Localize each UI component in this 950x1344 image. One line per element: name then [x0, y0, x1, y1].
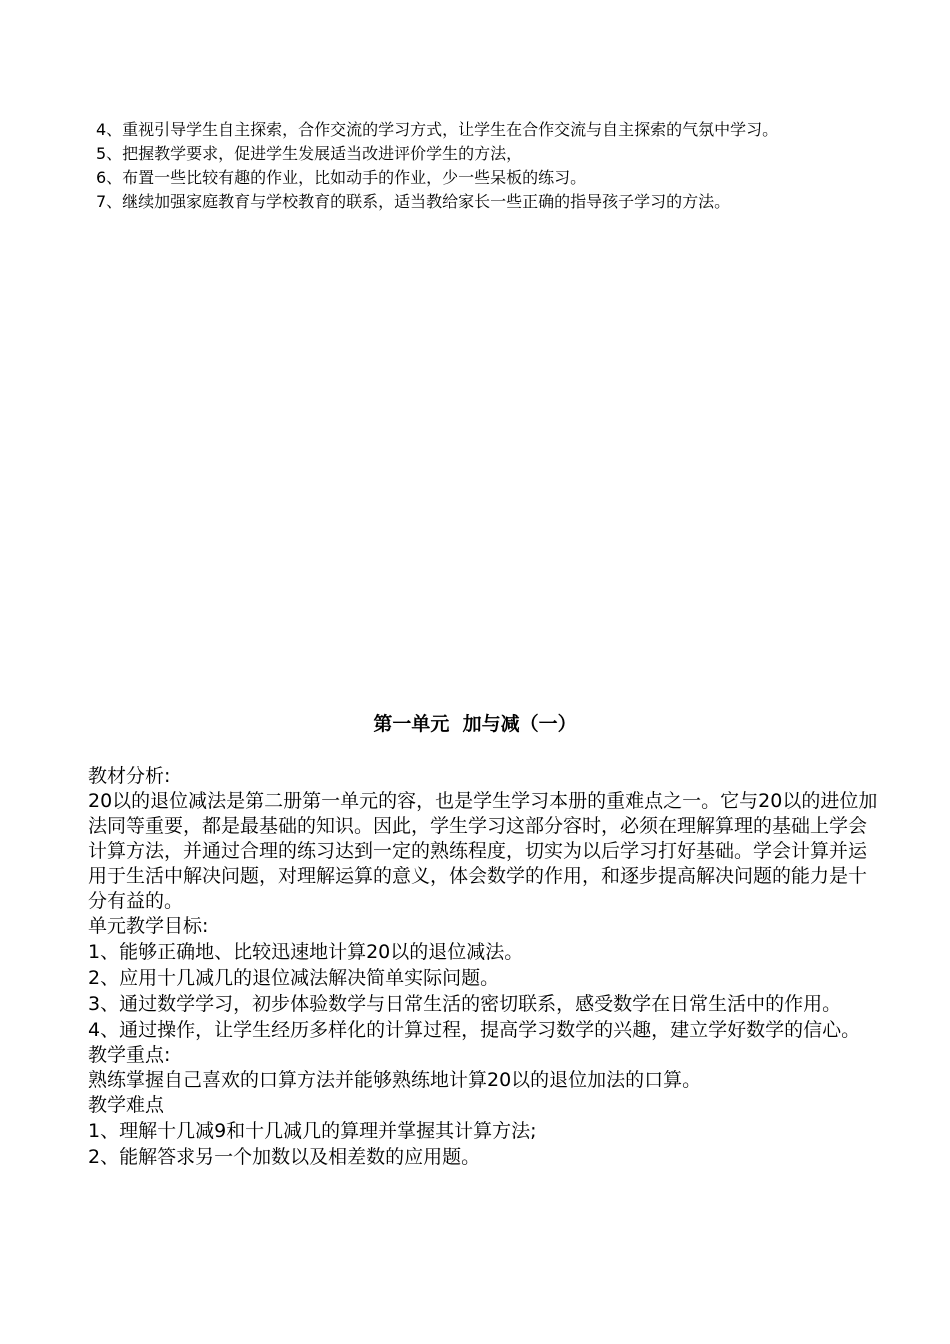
objectives-heading: 单元教学目标: — [88, 915, 209, 937]
key-points-text: 熟练掌握自己喜欢的口算方法并能够熟练地计算20以的退位加法的口算。 — [88, 1069, 702, 1091]
unit-content — [88, 764, 878, 1170]
analysis-text: 20以的退位减法是第二册第一单元的容，也是学生学习本册的重难点之一。它与20以的进位加法同等重要，都是最基础的知识。因此，学生学习这部分容时，必须在理解算理的基础上学会计算方法，并通过合理的练习达到一定的熟练程度，切实为以后学习打好基础。学会计算并运用于生活中解决问题，对理解运算的意义，体会数学的作用，和逐步提高解决问题的能力是十分有益的。 — [88, 790, 878, 912]
measure-item-7: 7、继续加强家庭教育与学校教育的联系，适当教给家长一些正确的指导孩子学习的方法。 — [96, 192, 731, 211]
teaching-measures-list — [88, 118, 878, 214]
difficulty-item-2: 2、能解答求另一个加数以及相差数的应用题。 — [88, 1146, 481, 1168]
measure-item-4: 4、重视引导学生自主探索，合作交流的学习方式，让学生在合作交流与自主探索的气氛中学习。 — [96, 120, 779, 139]
unit-title: 第一单元 加与减（一） — [373, 713, 577, 735]
objective-item-4: 4、通过操作，让学生经历多样化的计算过程，提高学习数学的兴趣，建立学好数学的信心。 — [88, 1019, 861, 1041]
objective-item-2: 2、应用十几减几的退位减法解决简单实际问题。 — [88, 967, 500, 989]
objective-item-1: 1、能够正确地、比较迅速地计算20以的退位减法。 — [88, 941, 524, 963]
analysis-heading: 教材分析: — [88, 765, 171, 787]
difficulty-item-1: 1、理解十几减9和十几减几的算理并掌握其计算方法; — [88, 1120, 537, 1142]
measure-item-5: 5、把握教学要求，促进学生发展适当改进评价学生的方法， — [96, 144, 523, 163]
difficulties-heading: 教学难点 — [88, 1094, 165, 1116]
measure-item-6: 6、布置一些比较有趣的作业，比如动手的作业，少一些呆板的练习。 — [96, 168, 587, 187]
key-points-heading: 教学重点: — [88, 1044, 171, 1066]
objective-item-3: 3、通过数学学习，初步体验数学与日常生活的密切联系，感受数学在日常生活中的作用。 — [88, 993, 842, 1015]
